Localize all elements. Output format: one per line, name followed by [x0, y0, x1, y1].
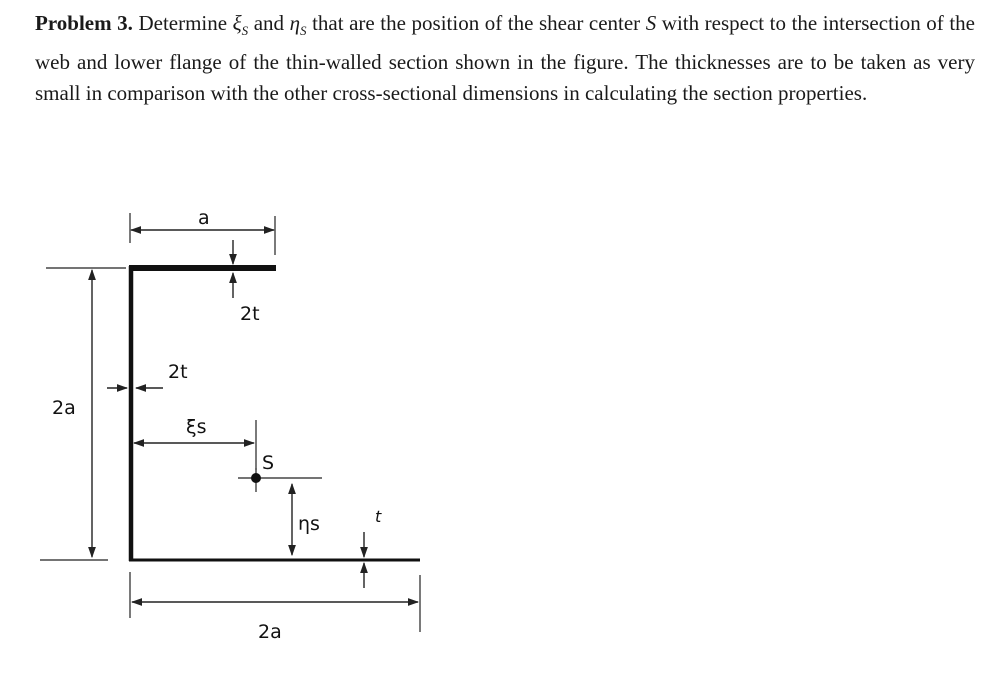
dimension-bottom-flange-thickness: [364, 507, 382, 588]
label-web-thickness: 2t: [168, 361, 188, 383]
problem-text-1: Determine: [132, 11, 233, 35]
label-xi-s: ξs: [186, 416, 207, 438]
dimension-bottom-flange-width: [130, 572, 420, 643]
shear-center: [238, 452, 322, 492]
label-top-flange-thickness: 2t: [240, 303, 260, 325]
problem-heading: Problem 3.: [35, 11, 133, 35]
label-bottom-flange-thickness: t: [375, 507, 382, 526]
label-height: 2a: [52, 397, 76, 419]
problem-text-3: that are the position of the shear center: [306, 11, 646, 35]
shear-center-symbol: S: [645, 11, 657, 35]
dimension-eta-s: [292, 484, 320, 555]
label-bottom-flange-width: 2a: [258, 621, 282, 643]
problem-text-2: and: [248, 11, 290, 35]
xi-s-symbol: $\xi_S$: [232, 11, 249, 39]
problem-text-4: with respect to the intersection of the web and lower flange of the thin-walled section shown in the figure. The thicknesses are to be taken as very small in comparison with the other cross-sectional dimensions in calculating the section properties.: [35, 11, 976, 106]
label-top-flange-width: a: [198, 207, 210, 229]
shear-center-point: [251, 473, 261, 483]
label-eta-s: ηs: [298, 513, 320, 535]
dimension-web-thickness: [107, 361, 188, 388]
dimension-height: [40, 268, 126, 560]
dimension-top-flange-thickness: [233, 240, 260, 325]
dimension-top-flange-width: [130, 207, 275, 255]
label-shear-center: S: [262, 452, 275, 474]
dimension-xi-s: [134, 416, 256, 470]
eta-s-symbol: $\eta_S$: [289, 11, 307, 39]
